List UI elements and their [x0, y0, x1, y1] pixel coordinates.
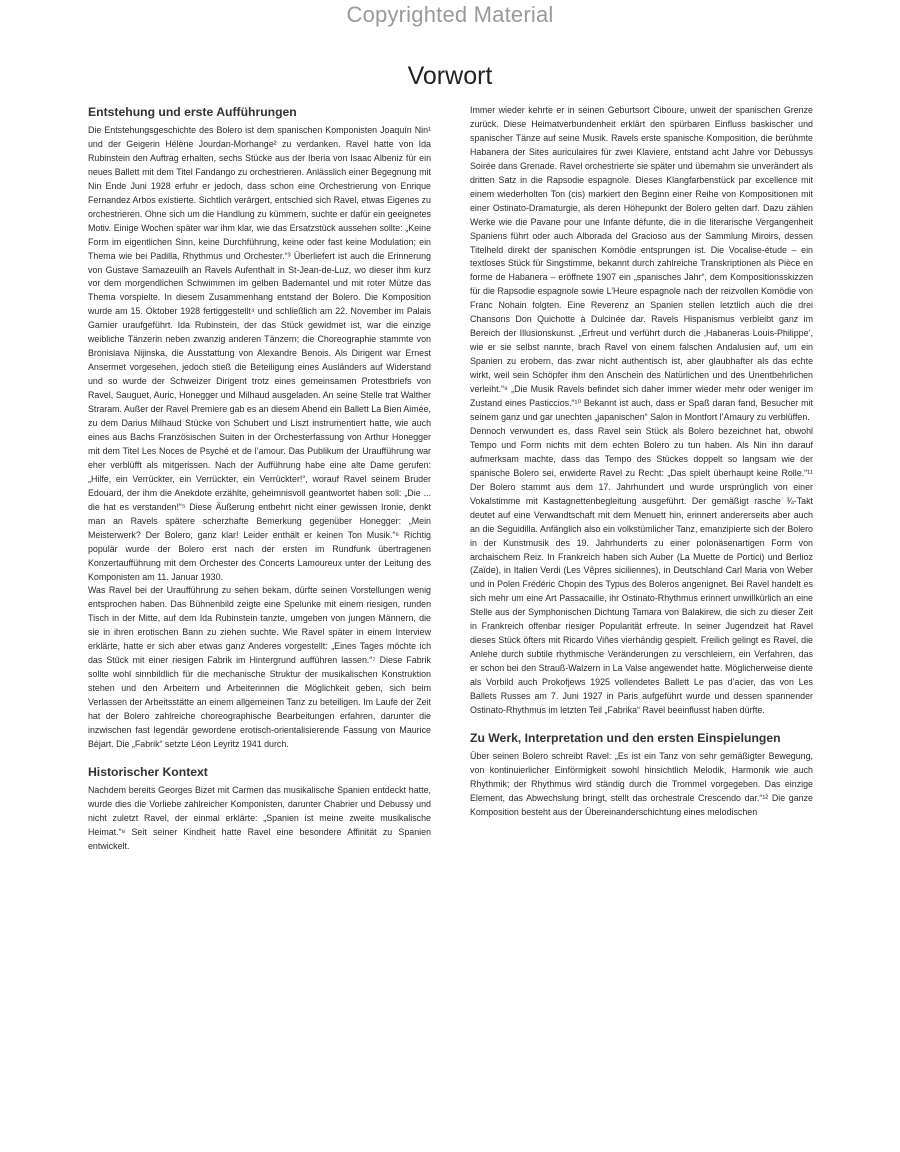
paragraph: Dennoch verwundert es, dass Ravel sein Stück als Bolero bezeichnet hat, obwohl Tempo und Form nichts mit dem echten Bolero zu tun haben. Als Nin ihn darauf aufmerksam machte, dass das Tempo des Stückes doppelt so langsam wie der spanische Bolero sei, erwiderte Ravel zu Recht: „Das spielt überhaupt keine Rolle.“¹¹ Der Bolero stammt aus dem 17. Jahrhundert und wurde ursprünglich von einer Vokalstimme mit Kastagnettenbegleitung ausgeführt. Der gemäßigt rasche ¾-Takt deutet auf eine Verwandtschaft mit dem Menuett hin, erinnert andererseits aber auch an die Seguidilla. Anfänglich also ein volkstümlicher Tanz, emanzipierte sich der Bolero in der Kunstmusik des 19. Jahrhunderts zu einer polonäsenartigen Form von archaischem Reiz. In Frankreich haben sich Auber (La Muette de Portici) und Berlioz (Zaïde), in Italien Verdi (Les Vêpres siciliennes), in Deutschland Carl Maria von Weber und in Polen Frédéric Chopin des Typus des Boleros angenignet. Bei Ravel handelt es sich mehr um eine Art Passacaille, ihr Ostinato-Rhythmus erinnert unwillkürlich an eine Stelle aus der Symphonischen Dichtung Tamara von Balakirew, die sich zu dieser Zeit in Frankreich offenbar riesiger Popularität erfreute. In seiner Jugendzeit hat Ravel dieses Stück öfters mit Ricardo Viñes vierhändig gespielt. Freilich gelingt es Ravel, die Anlehe durch subtile rhythmische Veränderungen zu verschleiern, ein Verfahren, das er schon bei den Strauß-Walzern in La Valse angewendet hatte. Möglicherweise diente als Vorbild auch Prokofjews 1925 vollendetes Ballett Le pas d’acier, das von Les Ballets Russes am 7. Juni 1927 in Paris aufgeführt wurde und dessen spannender Ostinato-Rhythmus im letzten Teil „Fabrika“ Ravel beeinflusst haben dürfte.: [470, 425, 813, 715]
paragraph: Die Entstehungsgeschichte des Bolero ist dem spanischen Komponisten Joaquín Nin¹ und der Geigerin Hélène Jourdan-Morhange² zu verdanken. Ravel hatte von Ida Rubinstein den Auftrag erhalten, sechs Stücke aus der Iberia von Isaac Albeniz für ein neues Ballett mit dem Titel Fandango zu orchestrieren. Anlässlich einer Begegnung mit Nin Ende Juni 1928 erfuhr er jedoch, dass schon eine Orchestrierung von Enrique Fernandez Arbos existierte. Sichtlich verärgert, entschied sich Ravel, etwas Eigenes zu orchestrieren. Ohne sich um die Handlung zu kümmern, suchte er dafür ein geeignetes Motiv. Einige Wochen später war ihm klar, wie das Ersatzstück aussehen sollte: „Keine Form im eigentlichen Sinn, keine Durchführung, keine oder fast keine Modulation; ein Thema wie bei Padilla, Rhythmus und Orchester.“³ Überliefert ist auch die Erinnerung von Gustave Samazeuilh an Ravels Aufenthalt in St-Jean-de-Luz, wo dieser ihm kurz vor dem morgendlichen Schwimmen im gelben Bademantel und mit roter Mütze das Thema vorspielte. In diesem Zusammenhang entstand der Bolero. Die Komposition wurde am 15. Oktober 1928 fertiggestellt⁴ und schließlich am 22. November im Palais Garnier uraufgeführt. Ida Rubinstein, der das Stück gewidmet ist, war die einzige weibliche Tänzerin neben zwanzig anderen Tänzern; die Choreographie stammte von Bronislava Nijinska, die Ausstattung von Alexandre Benois. Als Dirigent war Ernest Ansermet vorgesehen, jedoch stieß die Beteiligung eines Ausländers auf Widerstand und so wurde der Schweizer Dirigent trotz eines gemeinsamen Protestbriefs von Ravel, Sauguet, Auric, Honegger und Milhaud ausgeladen. An seine Stelle trat Walther Straram. Außer der Ravel Premiere gab es an diesem Abend ein Ballett La Bien Aimée, zu dem Darius Milhaud Stücke von Schubert und Liszt instrumentiert hatte, wie auch eines aus Bachs Französischen Suiten in der Orchesterfassung von Arthur Honegger mit dem Titel Les Noces de Psyché et de l’amour. Das Publikum der Uraufführung war eher verblüfft als mitgerissen. Nach der Aufführung habe eine alte Dame gerufen: „Hilfe, ein Verrückter, ein Verrückter, ein Verrückter!“, worauf Ravel seinem Bruder Edouard, der ihm die Anekdote erzählte, geheimnisvoll geantwortet haben soll: „Die ... die hat es verstanden!“⁵ Diese Äußerung entbehrt nicht einer gewissen Ironie, denkt man an Ravels spätere scherzhafte Bemerkung gegenüber Honegger: „Mein Meisterwerk? Der Bolero, ganz klar! Leider enthält er keinen Ton Musik.“⁶ Richtig populär wurde der Bolero erst nach der ersten im Rundfunk übertragenen Konzertaufführung mit dem Orchester des Concerts Lamoureux unter der Leitung des Komponisten am 11. Januar 1930.: [88, 125, 431, 582]
section-heading-zu-werk: Zu Werk, Interpretation und den ersten Einspielungen: [470, 730, 781, 745]
paragraph: Immer wieder kehrte er in seinen Geburtsort Ciboure, unweit der spanischen Grenze zurück. Diese Heimatverbundenheit erklärt den spürbaren Einfluss baskischer und spanischer Tänze auf seine Musik. Ravels erste spanische Komposition, die berühmte Habanera der Sites auriculaires für zwei Klaviere, entstand acht Jahre vor Debussys Soirée dans Grenade. Ravel orchestrierte sie später und übernahm sie unverändert als dritten Satz in die Rapsodie espagnole. Dieses Klangfarbenstück par excellence mit einem wiederholten Ton (cis) markiert den Beginn einer Reihe von Kompositionen mit einer Ostinato-Dramaturgie, als deren Höhepunkt der Bolero gelten darf. Dazu zählen Werke wie die Pavane pour une Infante défunte, die in die literarische Vergangenheit Spaniens führt oder auch Alborada del Gracioso aus der Sammlung Miroirs, dessen Titelheld direkt der spanischen Komödie entsprungen ist. Die Vocalise-étude – ein textloses Stück für Singstimme, bekannt durch zahlreiche Transkriptionen als Pièce en forme de Habanera – eröffnete 1907 ein „spanisches Jahr“, dem Kompositionsskizzen für die Rapsodie espagnole sowie L’Heure espagnole nach der reizvollen Komödie von Franc Nohain folgten. Eine Reverenz an Spanien stellen letztlich auch die drei Chansons Don Quichotte à Dulcinée dar. Ravels Hispanismus verbleibt ganz im Bereich der Illusionskunst. „Erfreut und verführt durch die ‚Habaneras Louis-Philippe‘, wie er sie selbst nannte, brach Ravel von einem falschen Andalusien auf, um ein Spanien zu erobern, das zwar nicht authentisch ist, aber glaubhafter als das echte wirkt, weil sein Schöpfer ihm den Anschein des Natürlichen und des Unentbehrlichen verleiht.“⁹ „Die Musik Ravels befindet sich daher immer wieder mehr oder weniger im Zustand eines Pasticcios.“¹⁰ Bekannt ist auch, dass er Spaß daran fand, Besucher mit seinem ganz und gar unechten „japanischen“ Salon in Montfort l’Amaury zu verblüffen.: [470, 105, 813, 422]
left-column: [88, 104, 431, 854]
paragraph: Was Ravel bei der Uraufführung zu sehen bekam, dürfte seinen Vorstellungen wenig entsprochen haben. Das Bühnenbild zeigte eine Spelunke mit einem riesigen, runden Tisch in der Mitte, auf dem Ida Rubinstein tanzte, umgeben von jungen Männern, die sie in ihren erotischen Bann zu ziehen suchte. Wie Ravel später in einem Interview erklärte, hatte er sich aber etwas ganz Anderes vorgestellt: „Eines Tages möchte ich das Stück mit einer riesigen Fabrik im Hintergrund aufführen lassen.“⁷ Diese Fabrik sollte wohl sinnbildlich für die mechanische Struktur der musikalischen Konstruktion stehen und den Arbeitern und Arbeiterinnen die Möglichkeit geben, sich beim Verlassen der Arbeitsstätte an einem allgemeinen Tanz zu beteiligen. Im Laufe der Zeit hat der Bolero zahlreiche choreographische Bearbeitungen erfahren, darunter die inzwischen fast legendär gewordene erotisch-orientalisierende Fassung von Maurice Béjart. Die „Fabrik“ setzte Léon Leyritz 1941 durch.: [88, 585, 431, 749]
paragraph: Über seinen Bolero schreibt Ravel: „Es ist ein Tanz von sehr gemäßigter Bewegung, von kontinuierlicher Einförmigkeit sowohl hinsichtlich Melodik, Harmonik wie auch Rhythmik; der Rhythmus wird ständig durch die Trommel vorgegeben. Das einzige Element, das Abwechslung bringt, stellt das orchestrale Crescendo dar.“¹² Die ganze Komposition besteht aus der Übereinanderschichtung eines melodischen: [470, 750, 813, 817]
right-column: [470, 104, 813, 820]
copyright-watermark: Copyrighted Material: [346, 2, 554, 27]
page-title: Vorwort: [407, 62, 493, 90]
paragraph: Nachdem bereits Georges Bizet mit Carmen das musikalische Spanien entdeckt hatte, wurde dies die Vorliebe zahlreicher Komponisten, darunter Chabrier und Debussy und nicht zuletzt Ravel, der einmal erklärte: „Spanien ist meine zweite musikalische Heimat.“⁸ Seit seiner Kindheit hatte Ravel eine besondere Affinität zu Spanien entwickelt.: [88, 784, 431, 851]
section-heading-historischer-kontext: Historischer Kontext: [88, 764, 208, 779]
section-heading-entstehung: Entstehung und erste Aufführungen: [88, 105, 297, 119]
